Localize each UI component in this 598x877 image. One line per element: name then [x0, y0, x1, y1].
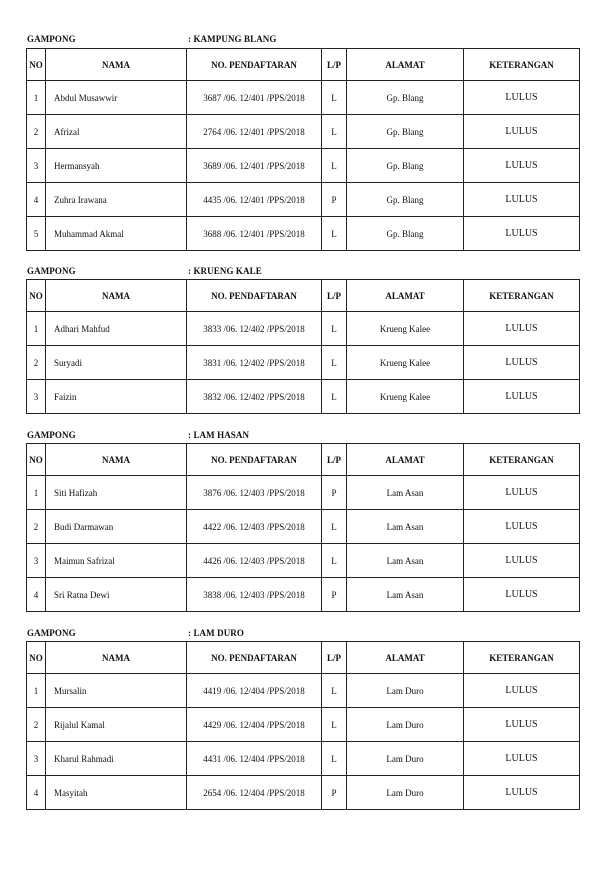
- cell-alamat: Krueng Kalee: [347, 346, 464, 380]
- cell-no-pendaftaran: 4431 /06. 12/404 /PPS/2018: [187, 742, 322, 776]
- cell-lp: L: [322, 115, 347, 149]
- cell-no: 3: [27, 149, 46, 183]
- cell-keterangan: LULUS: [464, 674, 580, 708]
- cell-no: 3: [27, 544, 46, 578]
- cell-nama: Afrizal: [46, 115, 187, 149]
- cell-alamat: Lam Asan: [347, 476, 464, 510]
- cell-alamat: Lam Asan: [347, 510, 464, 544]
- header-no-pendaftaran: NO. PENDAFTARAN: [187, 280, 322, 312]
- cell-no-pendaftaran: 3831 /06. 12/402 /PPS/2018: [187, 346, 322, 380]
- header-nama: NAMA: [46, 49, 187, 81]
- cell-no-pendaftaran: 4422 /06. 12/403 /PPS/2018: [187, 510, 322, 544]
- cell-nama: Maimun Safrizal: [46, 544, 187, 578]
- cell-no: 4: [27, 578, 46, 612]
- cell-alamat: Gp. Blang: [347, 217, 464, 251]
- section-3-label: GAMPONG: [27, 430, 76, 440]
- cell-keterangan: LULUS: [464, 544, 580, 578]
- cell-lp: L: [322, 312, 347, 346]
- table-header-row: [27, 280, 580, 312]
- table-header-row: [27, 444, 580, 476]
- cell-nama: Faizin: [46, 380, 187, 414]
- cell-keterangan: LULUS: [464, 312, 580, 346]
- header-no: NO: [27, 642, 46, 674]
- cell-no: 1: [27, 81, 46, 115]
- cell-nama: Hermansyah: [46, 149, 187, 183]
- cell-nama: Sri Ratna Dewi: [46, 578, 187, 612]
- table-row: [27, 776, 580, 810]
- cell-no-pendaftaran: 4426 /06. 12/403 /PPS/2018: [187, 544, 322, 578]
- cell-keterangan: LULUS: [464, 476, 580, 510]
- table-row: [27, 149, 580, 183]
- table-row: [27, 380, 580, 414]
- cell-nama: Abdul Musawwir: [46, 81, 187, 115]
- section-2-label: GAMPONG: [27, 266, 76, 276]
- section-2-table: [26, 279, 580, 414]
- cell-no-pendaftaran: 3833 /06. 12/402 /PPS/2018: [187, 312, 322, 346]
- cell-nama: Rijalul Kamal: [46, 708, 187, 742]
- cell-no-pendaftaran: 3687 /06. 12/401 /PPS/2018: [187, 81, 322, 115]
- cell-alamat: Krueng Kalee: [347, 380, 464, 414]
- cell-lp: P: [322, 776, 347, 810]
- table-row: [27, 742, 580, 776]
- cell-lp: L: [322, 380, 347, 414]
- cell-lp: P: [322, 476, 347, 510]
- cell-no: 2: [27, 115, 46, 149]
- cell-alamat: Gp. Blang: [347, 81, 464, 115]
- table-row: [27, 183, 580, 217]
- cell-alamat: Lam Duro: [347, 776, 464, 810]
- cell-no: 2: [27, 708, 46, 742]
- header-lp: L/P: [322, 642, 347, 674]
- cell-keterangan: LULUS: [464, 217, 580, 251]
- cell-lp: L: [322, 708, 347, 742]
- cell-keterangan: LULUS: [464, 742, 580, 776]
- cell-lp: L: [322, 346, 347, 380]
- cell-nama: Siti Hafizah: [46, 476, 187, 510]
- table-header-row: [27, 642, 580, 674]
- section-1-table: [26, 48, 580, 251]
- cell-nama: Adhari Mahfud: [46, 312, 187, 346]
- header-alamat: ALAMAT: [347, 444, 464, 476]
- cell-no: 4: [27, 776, 46, 810]
- header-alamat: ALAMAT: [347, 642, 464, 674]
- cell-keterangan: LULUS: [464, 578, 580, 612]
- cell-lp: L: [322, 510, 347, 544]
- header-no-pendaftaran: NO. PENDAFTARAN: [187, 642, 322, 674]
- cell-keterangan: LULUS: [464, 346, 580, 380]
- header-keterangan: KETERANGAN: [464, 444, 580, 476]
- table-row: [27, 346, 580, 380]
- header-no: NO: [27, 49, 46, 81]
- header-no: NO: [27, 444, 46, 476]
- header-lp: L/P: [322, 280, 347, 312]
- cell-lp: L: [322, 81, 347, 115]
- table-row: [27, 312, 580, 346]
- header-nama: NAMA: [46, 280, 187, 312]
- cell-keterangan: LULUS: [464, 149, 580, 183]
- cell-nama: Zuhra Irawana: [46, 183, 187, 217]
- table-row: [27, 510, 580, 544]
- cell-no-pendaftaran: 2764 /06. 12/401 /PPS/2018: [187, 115, 322, 149]
- cell-alamat: Gp. Blang: [347, 115, 464, 149]
- cell-no-pendaftaran: 3832 /06. 12/402 /PPS/2018: [187, 380, 322, 414]
- table-row: [27, 708, 580, 742]
- cell-no: 1: [27, 476, 46, 510]
- cell-keterangan: LULUS: [464, 81, 580, 115]
- header-keterangan: KETERANGAN: [464, 280, 580, 312]
- section-1-label: GAMPONG: [27, 34, 76, 44]
- cell-alamat: Lam Duro: [347, 708, 464, 742]
- cell-lp: P: [322, 183, 347, 217]
- cell-no: 2: [27, 510, 46, 544]
- section-4-table: [26, 641, 580, 810]
- cell-alamat: Lam Asan: [347, 544, 464, 578]
- header-no-pendaftaran: NO. PENDAFTARAN: [187, 444, 322, 476]
- table-row: [27, 674, 580, 708]
- cell-keterangan: LULUS: [464, 115, 580, 149]
- cell-no: 5: [27, 217, 46, 251]
- cell-no: 2: [27, 346, 46, 380]
- header-nama: NAMA: [46, 642, 187, 674]
- cell-alamat: Lam Duro: [347, 674, 464, 708]
- header-no-pendaftaran: NO. PENDAFTARAN: [187, 49, 322, 81]
- cell-lp: L: [322, 217, 347, 251]
- cell-alamat: Gp. Blang: [347, 183, 464, 217]
- cell-no: 1: [27, 312, 46, 346]
- cell-nama: Muhammad Akmal: [46, 217, 187, 251]
- cell-no-pendaftaran: 3838 /06. 12/403 /PPS/2018: [187, 578, 322, 612]
- section-1-village: : KAMPUNG BLANG: [188, 34, 277, 44]
- cell-lp: P: [322, 578, 347, 612]
- cell-no-pendaftaran: 3876 /06. 12/403 /PPS/2018: [187, 476, 322, 510]
- cell-lp: L: [322, 674, 347, 708]
- cell-nama: Suryadi: [46, 346, 187, 380]
- cell-alamat: Krueng Kalee: [347, 312, 464, 346]
- cell-nama: Mursalin: [46, 674, 187, 708]
- section-4-label: GAMPONG: [27, 628, 76, 638]
- cell-alamat: Gp. Blang: [347, 149, 464, 183]
- table-row: [27, 217, 580, 251]
- cell-no-pendaftaran: 4435 /06. 12/401 /PPS/2018: [187, 183, 322, 217]
- cell-no-pendaftaran: 4429 /06. 12/404 /PPS/2018: [187, 708, 322, 742]
- section-4-village: : LAM DURO: [188, 628, 244, 638]
- header-keterangan: KETERANGAN: [464, 642, 580, 674]
- cell-keterangan: LULUS: [464, 183, 580, 217]
- cell-keterangan: LULUS: [464, 708, 580, 742]
- header-no: NO: [27, 280, 46, 312]
- header-lp: L/P: [322, 444, 347, 476]
- table-row: [27, 544, 580, 578]
- cell-nama: Budi Darmawan: [46, 510, 187, 544]
- section-3-village: : LAM HASAN: [188, 430, 250, 440]
- cell-no-pendaftaran: 3689 /06. 12/401 /PPS/2018: [187, 149, 322, 183]
- table-header-row: [27, 49, 580, 81]
- header-alamat: ALAMAT: [347, 49, 464, 81]
- table-row: [27, 81, 580, 115]
- cell-keterangan: LULUS: [464, 510, 580, 544]
- header-nama: NAMA: [46, 444, 187, 476]
- cell-no: 3: [27, 742, 46, 776]
- cell-nama: Kharul Rahmadi: [46, 742, 187, 776]
- section-3-table: [26, 443, 580, 612]
- header-alamat: ALAMAT: [347, 280, 464, 312]
- header-keterangan: KETERANGAN: [464, 49, 580, 81]
- cell-keterangan: LULUS: [464, 776, 580, 810]
- table-row: [27, 476, 580, 510]
- cell-lp: L: [322, 742, 347, 776]
- table-row: [27, 578, 580, 612]
- cell-lp: L: [322, 149, 347, 183]
- cell-no: 4: [27, 183, 46, 217]
- cell-alamat: Lam Duro: [347, 742, 464, 776]
- cell-no-pendaftaran: 3688 /06. 12/401 /PPS/2018: [187, 217, 322, 251]
- header-lp: L/P: [322, 49, 347, 81]
- cell-no-pendaftaran: 2654 /06. 12/404 /PPS/2018: [187, 776, 322, 810]
- cell-alamat: Lam Asan: [347, 578, 464, 612]
- section-2-village: : KRUENG KALE: [188, 266, 262, 276]
- cell-no-pendaftaran: 4419 /06. 12/404 /PPS/2018: [187, 674, 322, 708]
- cell-no: 3: [27, 380, 46, 414]
- table-row: [27, 115, 580, 149]
- cell-no: 1: [27, 674, 46, 708]
- cell-keterangan: LULUS: [464, 380, 580, 414]
- cell-nama: Masyitah: [46, 776, 187, 810]
- cell-lp: L: [322, 544, 347, 578]
